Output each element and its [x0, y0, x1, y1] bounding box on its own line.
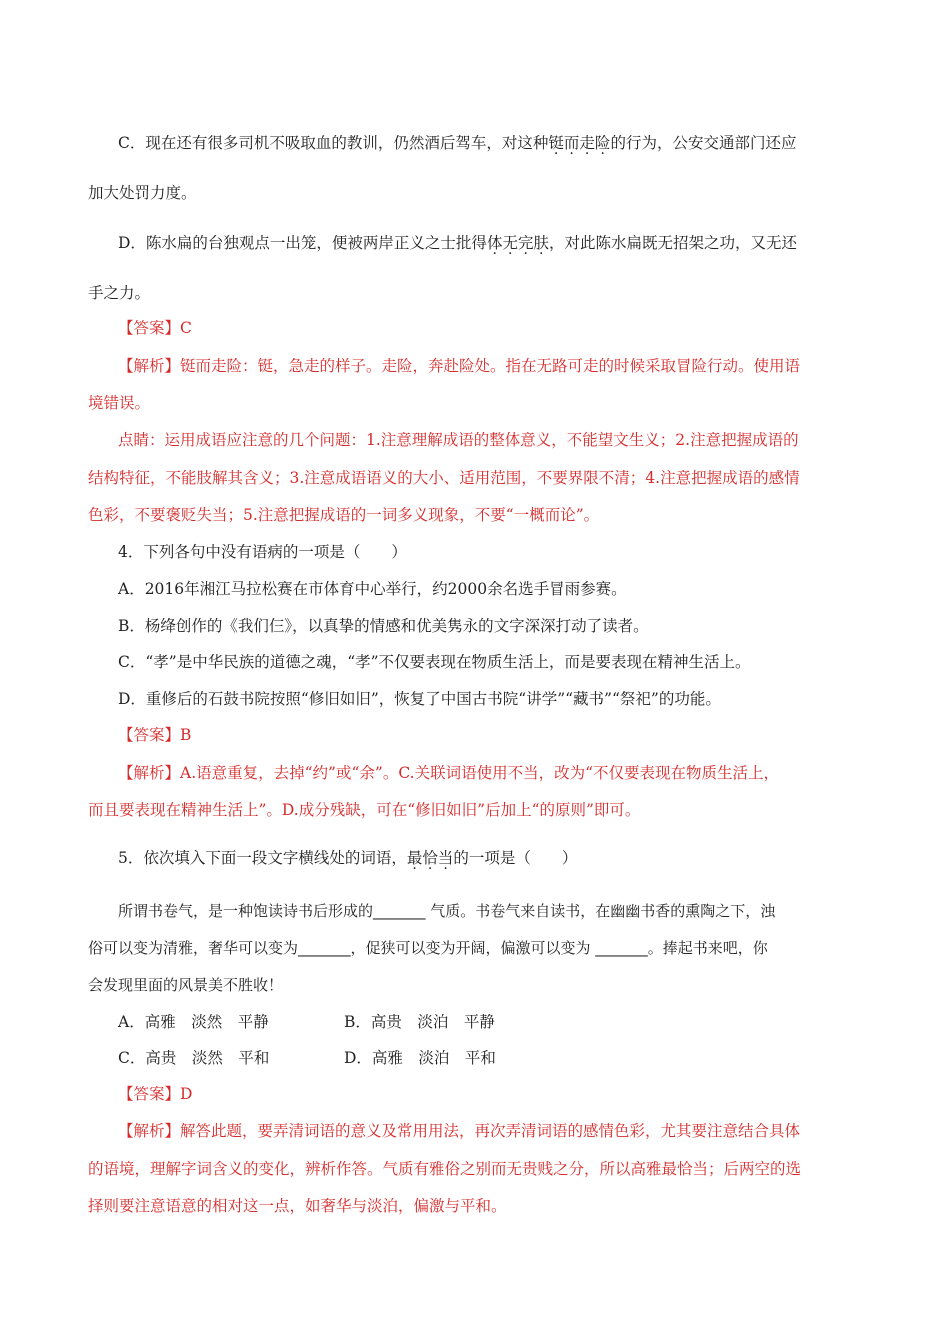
q3-explain-line-2: 境错误。 — [88, 394, 151, 412]
q3-tip-line-1: 点睛：运用成语应注意的几个问题：1.注意理解成语的整体意义，不能望文生义；2.注意把握成语的 — [118, 431, 799, 449]
emphasis-char: 险 — [594, 134, 611, 152]
q3-option-c — [118, 133, 893, 153]
q3-explain-text: 铤而走险：铤，急走的样子。走险，奔赴险处。指在无路可走的时候采取冒险行动。使用语 — [180, 357, 801, 375]
q3-option-d — [118, 233, 893, 253]
q5-explain-line-1 — [118, 1121, 893, 1141]
emphasis-char: 无 — [502, 234, 518, 252]
q3-option-d-text-post: ，对此陈水扁既无招架之功，又无还 — [549, 234, 798, 252]
emphasis-char: 体 — [486, 234, 503, 252]
q3-option-d-text: D．陈水扁的台独观点一出笼，便被两岸正义之士批得 — [118, 234, 487, 252]
q5-explain-line-2: 的语境，理解字词含义的变化，辨析作答。气质有雅俗之别而无贵贱之分，所以高雅最恰当；后两空的选 — [88, 1160, 802, 1178]
emphasis-char: 当 — [437, 849, 454, 867]
q4-option-d: D．重修后的石鼓书院按照“修旧如旧”，恢复了中国古书院“讲学”“藏书”“祭祀”的功能。 — [118, 690, 721, 708]
q3-tip-line-3: 色彩，不要褒贬失当；5.注意把握成语的一词多义现象，不要“一概而论”。 — [88, 506, 600, 524]
q3-answer — [118, 318, 893, 338]
q5-passage-line-1: 所谓书卷气，是一种饱读诗书后形成的_______ 气质。书卷气来自读书，在幽幽书香的熏陶之下，浊 — [118, 902, 776, 920]
q4-explain-text: A.语意重复，去掉“约”或“余”。C.关联词语使用不当，改为“不仅要表现在物质生活上， — [180, 764, 779, 782]
emphasis-char: 走 — [579, 134, 595, 152]
q3-tip-line-2: 结构特征，不能肢解其含义；3.注意成语语义的大小、适用范围，不要界限不清；4.注意把握成语的感情 — [88, 469, 800, 487]
q5-option-b: B．高贵 淡泊 平静 — [344, 1013, 495, 1031]
emphasis-char: 最 — [406, 849, 423, 867]
q4-option-b: B．杨绛创作的《我们仨》，以真挚的情感和优美隽永的文字深深打动了读者。 — [118, 617, 649, 635]
q5-answer-tag: 【答案】 — [118, 1085, 181, 1103]
q4-explain-tag: 【解析】 — [118, 764, 181, 782]
q5-answer-value: D — [180, 1085, 193, 1103]
q5-explain-tag: 【解析】 — [118, 1122, 181, 1140]
q5-passage-line-2: 俗可以变为清雅，奢华可以变为_______，促狭可以变为开阔，偏激可以变为 _______。捧起书来吧，你 — [88, 939, 768, 957]
q5-explain-line-3: 择则要注意语意的相对这一点，如奢华与淡泊，偏激与平和。 — [88, 1197, 507, 1215]
q4-answer-value: B — [180, 726, 192, 744]
emphasis-char: 完 — [517, 234, 534, 252]
q3-explain-line-1 — [118, 356, 893, 376]
q3-explain-tag: 【解析】 — [118, 357, 181, 375]
q5-option-d: D．高雅 淡泊 平和 — [344, 1049, 496, 1067]
q4-answer — [118, 725, 893, 745]
q3-option-c-idiom — [548, 134, 610, 152]
q5-stem — [118, 848, 893, 868]
q3-option-c-text-post: 的行为，公安交通部门还应 — [610, 134, 797, 152]
q5-option-c: C．高贵 淡然 平和 — [118, 1049, 270, 1067]
q4-explain-line-1 — [118, 763, 893, 783]
q4-explain-line-2: 而且要表现在精神生活上”。D.成分残缺，可在“修旧如旧”后加上“的原则”即可。 — [88, 801, 641, 819]
q5-option-a: A．高雅 淡然 平静 — [118, 1013, 269, 1031]
emphasis-char: 肤 — [533, 234, 549, 252]
q3-option-c-line2: 加大处罚力度。 — [88, 184, 197, 202]
q5-explain-text: 解答此题，要弄清词语的意义及常用用法，再次弄清词语的感情色彩，尤其要注意结合具体 — [180, 1122, 801, 1140]
q4-option-a: A．2016年湘江马拉松赛在市体育中心举行，约2000余名选手冒雨参赛。 — [118, 580, 627, 598]
q5-answer — [118, 1084, 893, 1104]
q5-stem-emphasis — [407, 849, 454, 867]
q5-stem-post: 的一项是（ ） — [453, 849, 578, 867]
q3-option-d-line2: 手之力。 — [88, 284, 151, 302]
emphasis-char: 恰 — [422, 849, 438, 867]
q5-passage-line-3: 会发现里面的风景美不胜收！ — [88, 976, 284, 994]
q4-option-c: C．“孝”是中华民族的道德之魂，“孝”不仅要表现在物质生活上，而是要表现在精神生活上。 — [118, 653, 751, 671]
q5-stem-pre: 5．依次填入下面一段文字横线处的词语， — [118, 849, 407, 867]
emphasis-char: 而 — [563, 134, 580, 152]
q3-option-d-idiom — [487, 234, 549, 252]
q3-answer-tag: 【答案】 — [118, 319, 181, 337]
q3-answer-value: C — [180, 319, 192, 337]
emphasis-char: 铤 — [548, 134, 564, 152]
q4-answer-tag: 【答案】 — [118, 726, 181, 744]
q3-option-c-text: C．现在还有很多司机不吸取血的教训，仍然酒后驾车，对这种 — [118, 134, 549, 152]
q4-stem: 4．下列各句中没有语病的一项是（ ） — [118, 543, 407, 561]
